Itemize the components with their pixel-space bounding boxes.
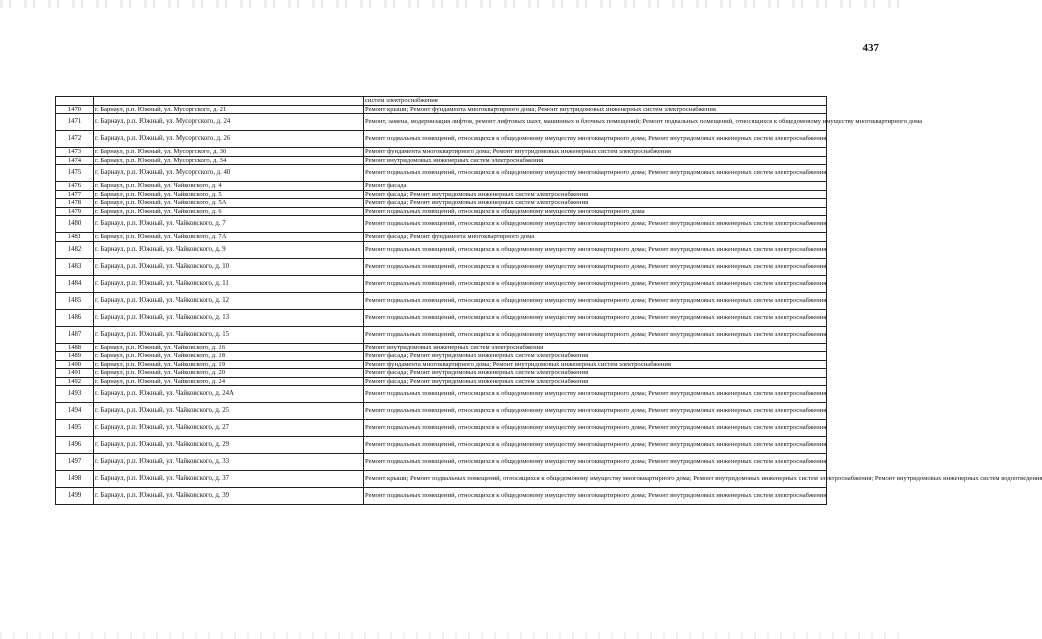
repair-work-cell: Ремонт подвальных помещений, относящихся к общедомовому имуществу многоквартирного дома; Ремонт внутридомовых инженерных систем электроснабжения: [364, 326, 827, 343]
table-row: [56, 369, 827, 378]
table-row: [56, 105, 827, 114]
repair-work-cell: Ремонт подвальных помещений, относящихся к общедомовому имуществу многоквартирного дома; Ремонт внутридомовых инженерных систем электроснабжения: [364, 420, 827, 437]
row-number-cell: 1472: [56, 131, 94, 148]
repair-work-cell: Ремонт фундамента многоквартирного дома; Ремонт внутридомовых инженерных систем электроснабжения: [364, 360, 827, 369]
repair-work-cell: Ремонт фасада; Ремонт внутридомовых инженерных систем электроснабжения: [364, 377, 827, 386]
address-cell: г. Барнаул, р.п. Южный, ул. Чайковского, д. 10: [94, 258, 364, 275]
address-cell: г. Барнаул, р.п. Южный, ул. Чайковского, д. 16: [94, 343, 364, 352]
address-cell: г. Барнаул, р.п. Южный, ул. Чайковского, д. 15: [94, 326, 364, 343]
address-cell: г. Барнаул, р.п. Южный, ул. Чайковского, д. 4: [94, 182, 364, 191]
repair-work-cell: Ремонт внутридомовых инженерных систем электроснабжения: [364, 156, 827, 165]
repair-work-cell: Ремонт фасада: [364, 182, 827, 191]
row-number-cell: 1490: [56, 360, 94, 369]
address-cell: г. Барнаул, р.п. Южный, ул. Чайковского, д. 5А: [94, 199, 364, 208]
address-cell: г. Барнаул, р.п. Южный, ул. Чайковского, д. 27: [94, 420, 364, 437]
housing-repair-table: [55, 96, 1042, 505]
row-number-cell: 1488: [56, 343, 94, 352]
repair-work-cell: Ремонт внутридомовых инженерных систем электроснабжения: [364, 343, 827, 352]
repair-work-cell: Ремонт подвальных помещений, относящихся к общедомовому имуществу многоквартирного дома; Ремонт внутридомовых инженерных систем электроснабжения: [364, 241, 827, 258]
address-cell: г. Барнаул, р.п. Южный, ул. Мусоргского, д. 30: [94, 148, 364, 157]
table-row: [56, 352, 827, 361]
row-number-cell: 1494: [56, 403, 94, 420]
table-row: [56, 182, 827, 191]
table-row: [56, 403, 827, 420]
repair-work-cell: Ремонт подвальных помещений, относящихся к общедомовому имуществу многоквартирного дома; Ремонт внутридомовых инженерных систем электроснабжения: [364, 258, 827, 275]
row-number-cell: 1475: [56, 165, 94, 182]
table-row: [56, 258, 827, 275]
row-number-cell: 1483: [56, 258, 94, 275]
repair-work-cell: Ремонт подвальных помещений, относящихся к общедомовому имуществу многоквартирного дома; Ремонт внутридомовых инженерных систем электроснабжения: [364, 275, 827, 292]
row-number-cell: 1497: [56, 454, 94, 471]
address-cell: г. Барнаул, р.п. Южный, ул. Чайковского, д. 6: [94, 207, 364, 216]
repair-work-cell: Ремонт фасада; Ремонт внутридомовых инженерных систем электроснабжения: [364, 190, 827, 199]
address-cell: г. Барнаул, р.п. Южный, ул. Чайковского, д. 20: [94, 369, 364, 378]
table-row: [56, 241, 827, 258]
address-cell: г. Барнаул, р.п. Южный, ул. Чайковского, д. 24А: [94, 386, 364, 403]
table-row: [56, 131, 827, 148]
repair-work-cell: Ремонт фундамента многоквартирного дома; Ремонт внутридомовых инженерных систем электроснабжения: [364, 148, 827, 157]
address-cell: г. Барнаул, р.п. Южный, ул. Чайковского, д. 7А: [94, 233, 364, 242]
row-number-cell: 1481: [56, 233, 94, 242]
row-number-cell: 1470: [56, 105, 94, 114]
repair-work-cell: Ремонт подвальных помещений, относящихся к общедомовому имуществу многоквартирного дома; Ремонт внутридомовых инженерных систем электроснабжения: [364, 454, 827, 471]
address-cell: [94, 97, 364, 106]
table-body: [56, 97, 1042, 505]
address-cell: г. Барнаул, р.п. Южный, ул. Мусоргского, д. 40: [94, 165, 364, 182]
address-cell: г. Барнаул, р.п. Южный, ул. Чайковского, д. 7: [94, 216, 364, 233]
table-row: [56, 114, 827, 131]
row-number-cell: 1499: [56, 488, 94, 505]
repair-work-cell: Ремонт подвальных помещений, относящихся к общедомовому имуществу многоквартирного дома; Ремонт внутридомовых инженерных систем электроснабжения: [364, 488, 827, 505]
table-row: [56, 343, 827, 352]
scan-noise-top: [0, 0, 905, 8]
table-row: [56, 326, 827, 343]
table-row: [56, 377, 827, 386]
table-row: [56, 233, 827, 242]
repair-work-cell: Ремонт фасада; Ремонт внутридомовых инженерных систем электроснабжения: [364, 199, 827, 208]
row-number-cell: 1487: [56, 326, 94, 343]
table-row: [56, 292, 827, 309]
address-cell: г. Барнаул, р.п. Южный, ул. Чайковского, д. 12: [94, 292, 364, 309]
table-row: [56, 309, 827, 326]
repair-work-cell: Ремонт, замена, модернизация лифтов, ремонт лифтовых шахт, машинных и блочных помещений; Ремонт подвальных помещений, относящихся к общедомовому имуществу многоквартирного дома: [364, 114, 827, 131]
row-number-cell: 1473: [56, 148, 94, 157]
row-number-cell: 1471: [56, 114, 94, 131]
row-number-cell: 1474: [56, 156, 94, 165]
address-cell: г. Барнаул, р.п. Южный, ул. Мусоргского, д. 24: [94, 114, 364, 131]
address-cell: г. Барнаул, р.п. Южный, ул. Чайковского, д. 9: [94, 241, 364, 258]
row-number-cell: 1480: [56, 216, 94, 233]
table-row: [56, 386, 827, 403]
table-row: [56, 471, 827, 488]
table-row: [56, 454, 827, 471]
row-number-cell: 1486: [56, 309, 94, 326]
page-number: 437: [862, 42, 879, 54]
repair-work-cell: Ремонт фасада; Ремонт фундамента многоквартирного дома: [364, 233, 827, 242]
address-cell: г. Барнаул, р.п. Южный, ул. Чайковского, д. 18: [94, 352, 364, 361]
row-number-cell: 1482: [56, 241, 94, 258]
repair-work-cell: Ремонт крыши; Ремонт подвальных помещений, относящихся к общедомовому имуществу многоквартирного дома; Ремонт внутридомовых инженерных систем электроснабжения; Ремонт внутридомовых инженерных систем водоотведения: [364, 471, 827, 488]
row-number-cell: [56, 97, 94, 106]
row-number-cell: 1484: [56, 275, 94, 292]
table-row: [56, 420, 827, 437]
address-cell: г. Барнаул, р.п. Южный, ул. Чайковского, д. 29: [94, 437, 364, 454]
table-row: [56, 97, 827, 106]
repair-work-cell: Ремонт подвальных помещений, относящихся к общедомовому имуществу многоквартирного дома; Ремонт внутридомовых инженерных систем электроснабжения: [364, 216, 827, 233]
repair-work-cell: Ремонт фасада; Ремонт внутридомовых инженерных систем электроснабжения: [364, 352, 827, 361]
repair-work-cell: Ремонт крыши; Ремонт фундамента многоквартирного дома; Ремонт внутридомовых инженерных систем электроснабжения: [364, 105, 827, 114]
row-number-cell: 1485: [56, 292, 94, 309]
table-row: [56, 156, 827, 165]
address-cell: г. Барнаул, р.п. Южный, ул. Чайковского, д. 13: [94, 309, 364, 326]
row-number-cell: 1492: [56, 377, 94, 386]
repair-work-cell: Ремонт фасада; Ремонт внутридомовых инженерных систем электроснабжения: [364, 369, 827, 378]
table-row: [56, 148, 827, 157]
repair-work-cell: Ремонт подвальных помещений, относящихся к общедомовому имуществу многоквартирного дома; Ремонт внутридомовых инженерных систем электроснабжения: [364, 131, 827, 148]
table-row: [56, 360, 827, 369]
table-row: [56, 199, 827, 208]
address-cell: г. Барнаул, р.п. Южный, ул. Чайковского, д. 19: [94, 360, 364, 369]
address-cell: г. Барнаул, р.п. Южный, ул. Чайковского, д. 24: [94, 377, 364, 386]
address-cell: г. Барнаул, р.п. Южный, ул. Чайковского, д. 33: [94, 454, 364, 471]
repair-work-cell: Ремонт подвальных помещений, относящихся к общедомовому имуществу многоквартирного дома; Ремонт внутридомовых инженерных систем электроснабжения: [364, 386, 827, 403]
row-number-cell: 1495: [56, 420, 94, 437]
address-cell: г. Барнаул, р.п. Южный, ул. Чайковского, д. 5: [94, 190, 364, 199]
repair-work-cell: Ремонт подвальных помещений, относящихся к общедомовому имуществу многоквартирного дома; Ремонт внутридомовых инженерных систем электроснабжения: [364, 165, 827, 182]
repair-work-cell: Ремонт подвальных помещений, относящихся к общедомовому имуществу многоквартирного дома; Ремонт внутридомовых инженерных систем электроснабжения: [364, 403, 827, 420]
table-row: [56, 275, 827, 292]
address-cell: г. Барнаул, р.п. Южный, ул. Мусоргского, д. 34: [94, 156, 364, 165]
address-cell: г. Барнаул, р.п. Южный, ул. Чайковского, д. 37: [94, 471, 364, 488]
row-number-cell: 1491: [56, 369, 94, 378]
address-cell: г. Барнаул, р.п. Южный, ул. Мусоргского, д. 26: [94, 131, 364, 148]
repair-work-cell: Ремонт подвальных помещений, относящихся к общедомовому имуществу многоквартирного дома: [364, 207, 827, 216]
address-cell: г. Барнаул, р.п. Южный, ул. Чайковского, д. 39: [94, 488, 364, 505]
scan-noise-bottom: [0, 632, 905, 639]
row-number-cell: 1496: [56, 437, 94, 454]
row-number-cell: 1493: [56, 386, 94, 403]
row-number-cell: 1489: [56, 352, 94, 361]
table-row: [56, 207, 827, 216]
table-row: [56, 488, 827, 505]
address-cell: г. Барнаул, р.п. Южный, ул. Чайковского, д. 11: [94, 275, 364, 292]
row-number-cell: 1498: [56, 471, 94, 488]
repair-work-cell: систем электроснабжения: [364, 97, 827, 106]
repair-work-cell: Ремонт подвальных помещений, относящихся к общедомовому имуществу многоквартирного дома; Ремонт внутридомовых инженерных систем электроснабжения: [364, 292, 827, 309]
address-cell: г. Барнаул, р.п. Южный, ул. Мусоргского, д. 21: [94, 105, 364, 114]
row-number-cell: 1478: [56, 199, 94, 208]
table-row: [56, 190, 827, 199]
row-number-cell: 1477: [56, 190, 94, 199]
table-row: [56, 437, 827, 454]
repair-work-cell: Ремонт подвальных помещений, относящихся к общедомовому имуществу многоквартирного дома; Ремонт внутридомовых инженерных систем электроснабжения: [364, 309, 827, 326]
row-number-cell: 1479: [56, 207, 94, 216]
repair-work-cell: Ремонт подвальных помещений, относящихся к общедомовому имуществу многоквартирного дома; Ремонт внутридомовых инженерных систем электроснабжения: [364, 437, 827, 454]
row-number-cell: 1476: [56, 182, 94, 191]
address-cell: г. Барнаул, р.п. Южный, ул. Чайковского, д. 25: [94, 403, 364, 420]
table-row: [56, 216, 827, 233]
table-row: [56, 165, 827, 182]
